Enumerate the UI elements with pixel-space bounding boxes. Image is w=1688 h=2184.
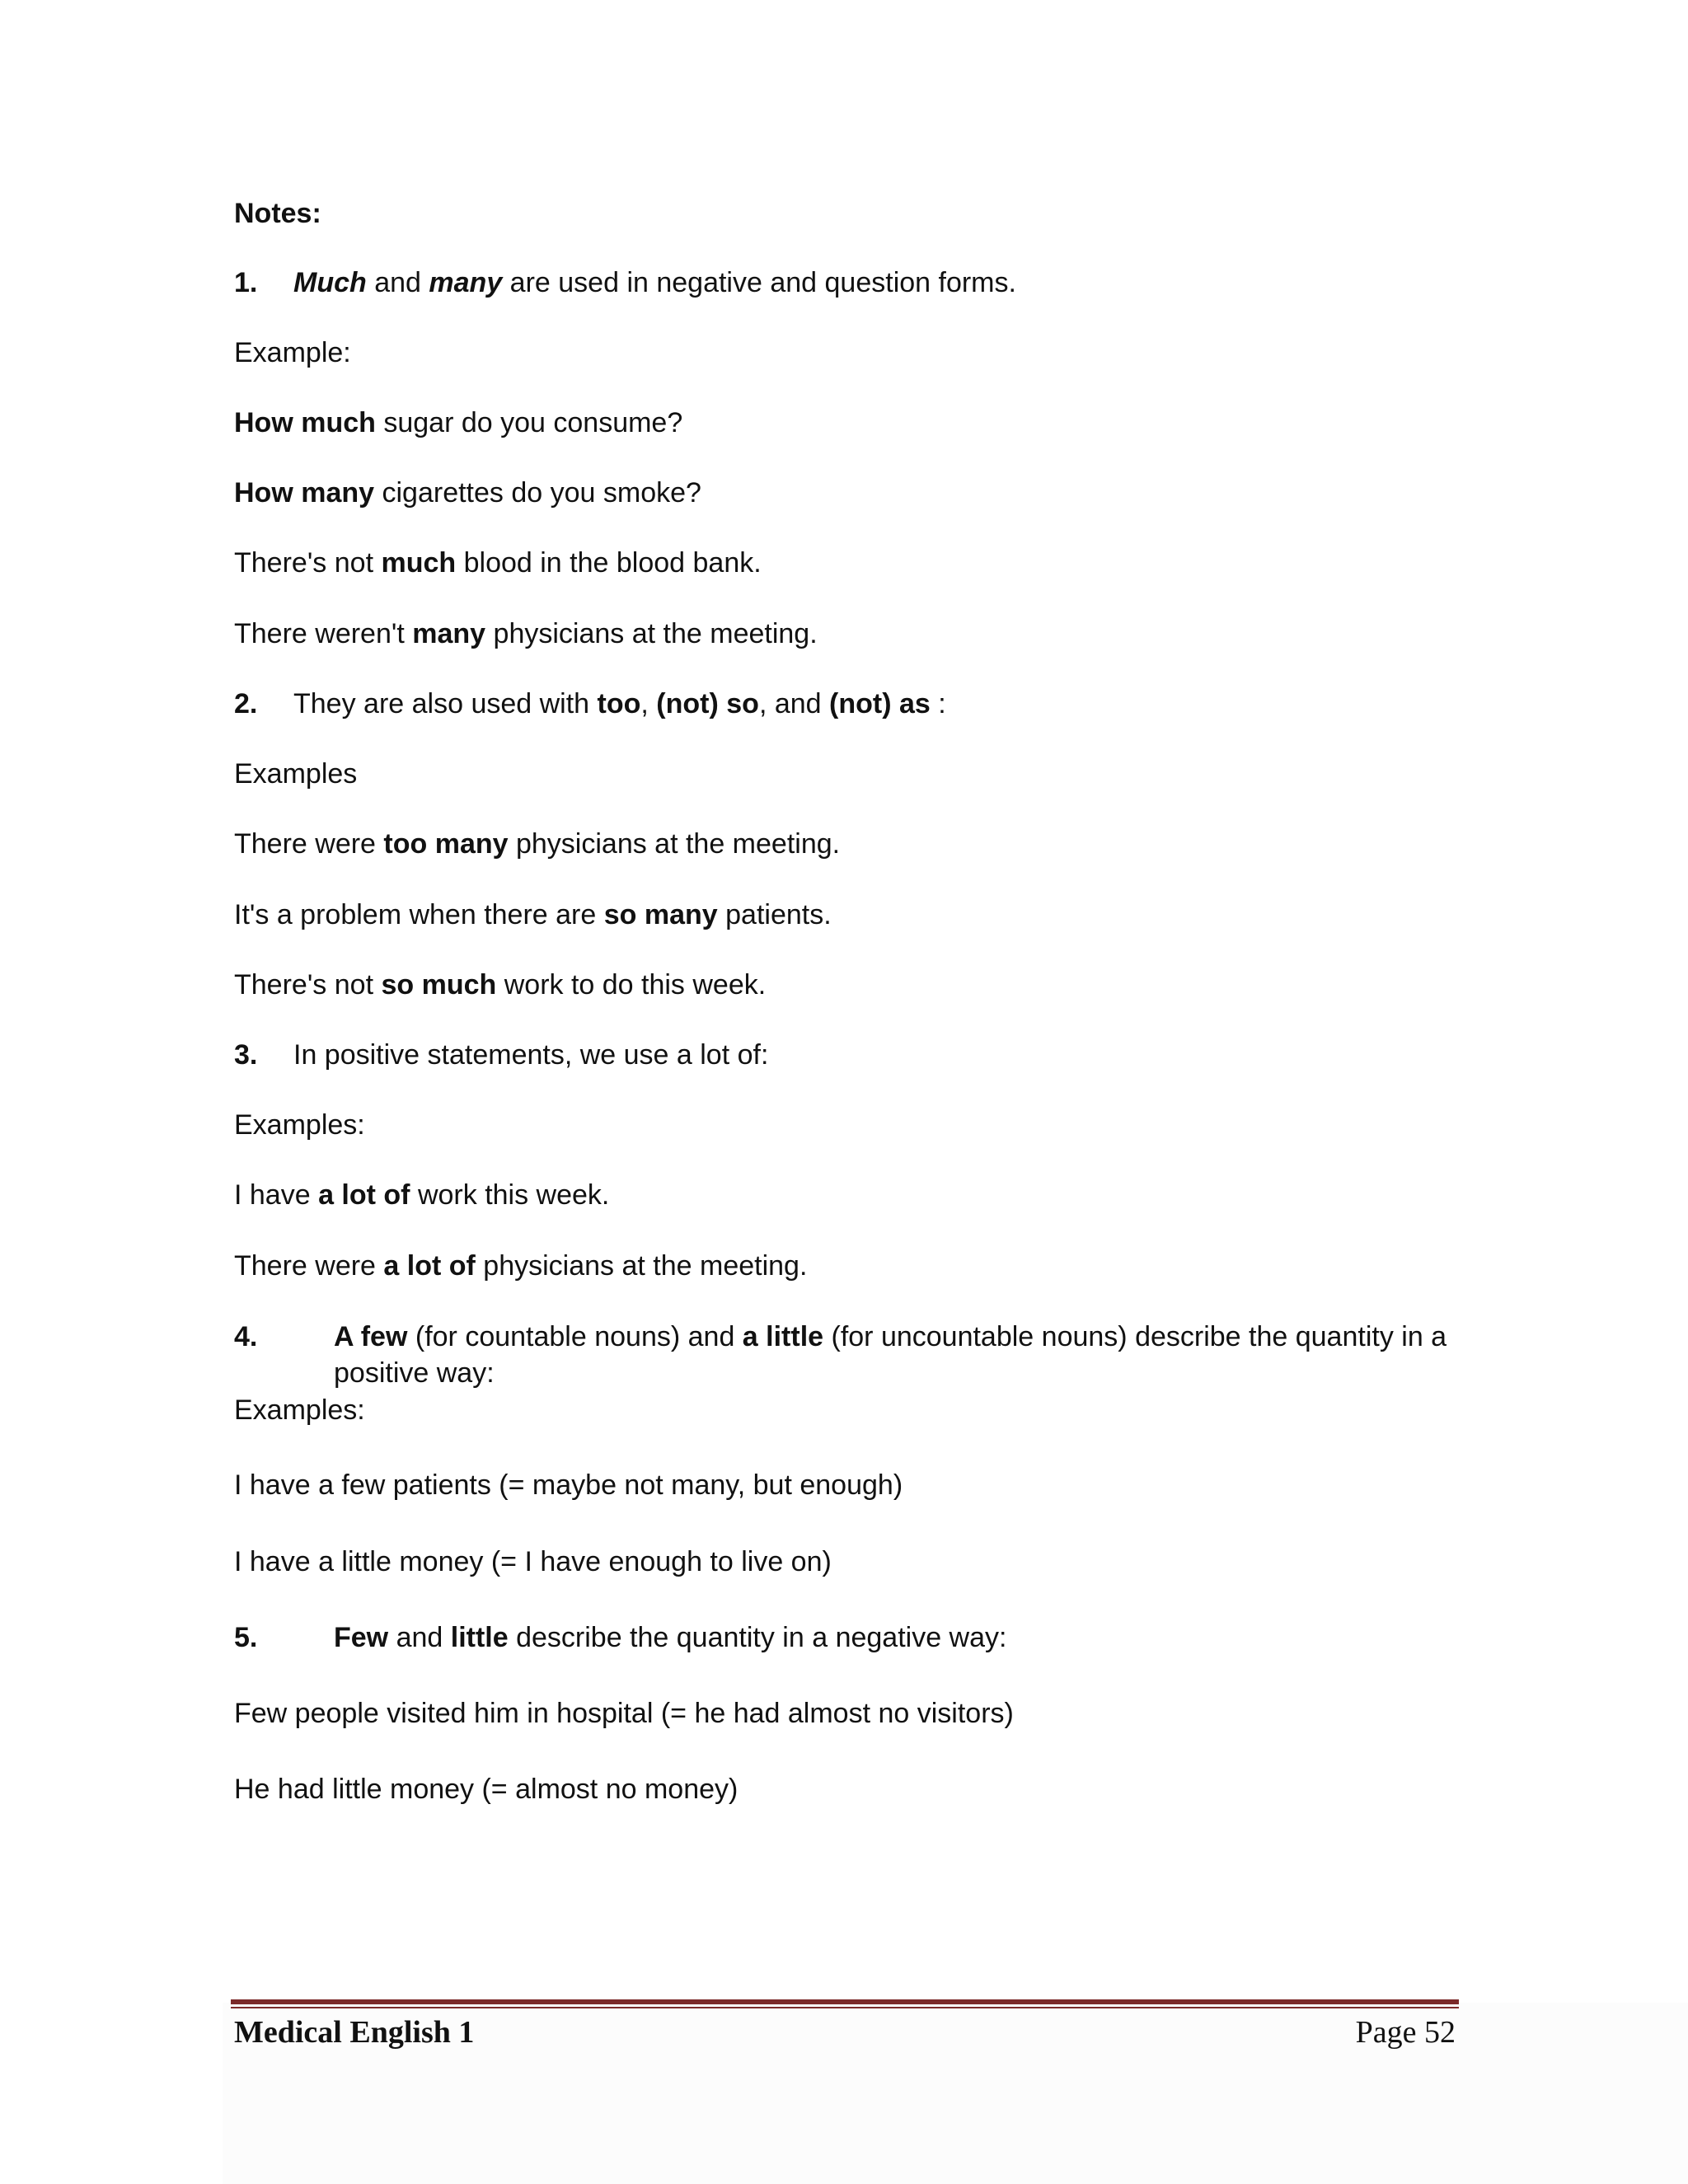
example-line: How much sugar do you consume? bbox=[234, 407, 683, 438]
note-item-3: 3. In positive statements, we use a lot of: bbox=[234, 1039, 769, 1071]
item-number: 1. bbox=[234, 267, 258, 298]
note-item-5: 5. Few and little describe the quantity in a negative way: bbox=[234, 1622, 1007, 1653]
footer-rule-thin bbox=[231, 2007, 1459, 2008]
example-line: There's not much blood in the blood bank. bbox=[234, 547, 762, 579]
item-number: 5. bbox=[234, 1622, 258, 1653]
example-line: I have a lot of work this week. bbox=[234, 1179, 610, 1211]
footer-title: Medical English 1 bbox=[234, 2015, 475, 2050]
emphasis: many bbox=[429, 267, 503, 298]
item-number: 2. bbox=[234, 688, 258, 719]
note-item-2: 2. They are also used with too, (not) so, and (not) as : bbox=[234, 688, 946, 719]
example-label: Examples: bbox=[234, 1109, 365, 1141]
emphasis: Much bbox=[293, 267, 367, 298]
example-line: I have a little money (= I have enough to live on) bbox=[234, 1546, 832, 1577]
example-label: Examples: bbox=[234, 1394, 365, 1426]
page-number: Page 52 bbox=[1355, 2015, 1456, 2050]
item-number: 3. bbox=[234, 1039, 258, 1071]
example-line: There were a lot of physicians at the meeting. bbox=[234, 1250, 808, 1282]
text: and bbox=[366, 267, 429, 298]
text: are used in negative and question forms. bbox=[502, 267, 1016, 298]
example-line: I have a few patients (= maybe not many, but enough) bbox=[234, 1469, 903, 1501]
example-line: How many cigarettes do you smoke? bbox=[234, 477, 701, 509]
example-label: Example: bbox=[234, 337, 351, 368]
example-line: There's not so much work to do this week. bbox=[234, 969, 767, 1001]
example-line: Few people visited him in hospital (= he had almost no visitors) bbox=[234, 1698, 1014, 1729]
footer-rule bbox=[231, 1999, 1459, 2004]
example-line: There were too many physicians at the meeting. bbox=[234, 828, 841, 860]
example-label: Examples bbox=[234, 758, 358, 790]
notes-heading: Notes: bbox=[234, 198, 321, 229]
example-line: It's a problem when there are so many patients. bbox=[234, 899, 832, 930]
note-item-4: 4. A few (for countable nouns) and a little (for uncountable nouns) describe the quantity in a positive way: bbox=[234, 1319, 1454, 1391]
example-line: There weren't many physicians at the meeting. bbox=[234, 618, 818, 649]
item-number: 4. bbox=[234, 1321, 258, 1352]
example-line: He had little money (= almost no money) bbox=[234, 1774, 738, 1805]
note-item-1 bbox=[234, 265, 1016, 300]
